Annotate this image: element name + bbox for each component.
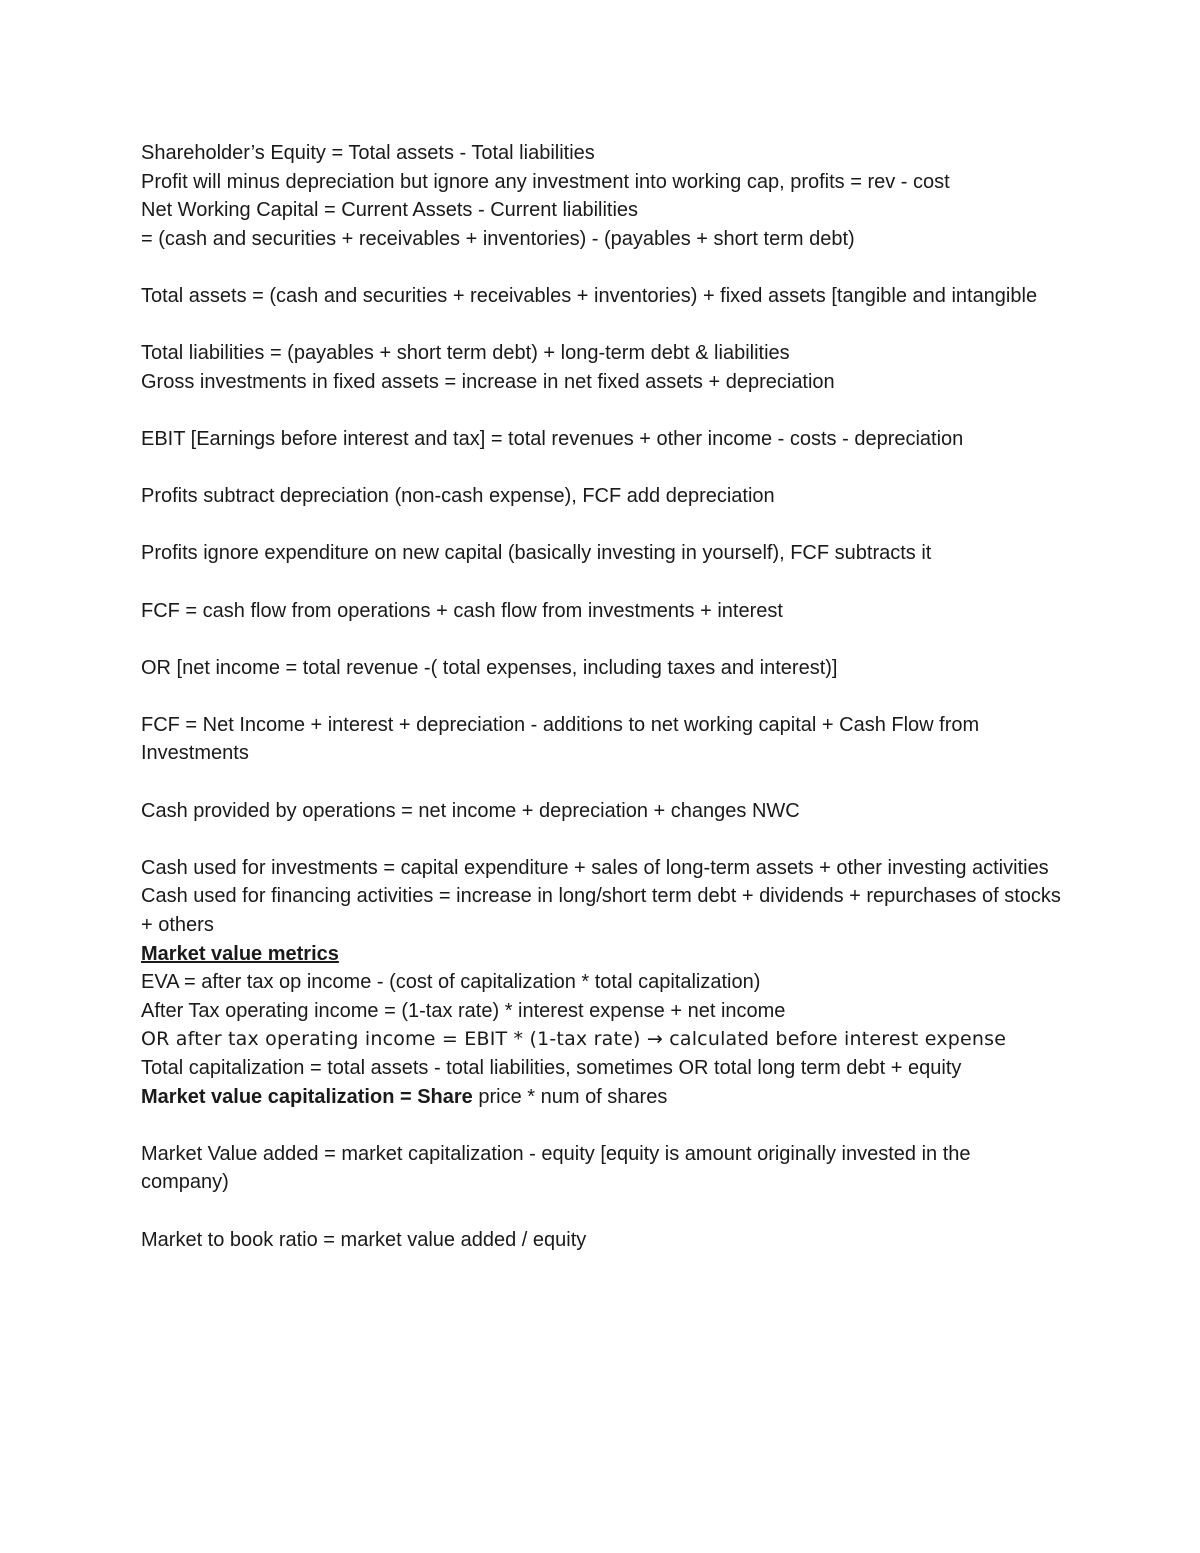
blank-line (141, 682, 1061, 711)
text-line: Profits ignore expenditure on new capital (basically investing in yourself), FCF subtracts it (141, 542, 932, 565)
text-line: Gross investments in fixed assets = increase in net fixed assets + depreciation (141, 370, 835, 393)
bold-term: Market value capitalization = Share (141, 1085, 473, 1108)
text-line: EVA = after tax op income - (cost of capitalization * total capitalization) (141, 971, 761, 994)
blank-line (141, 568, 1061, 597)
text-line: Cash provided by operations = net income + depreciation + changes NWC (141, 799, 800, 822)
text-line (141, 1083, 1061, 1112)
text-line: Market to book ratio = market value added / equity (141, 1228, 587, 1251)
text-line: Cash used for financing activities = increase in long/short term debt + dividends + repurchases of stocks + others (141, 885, 1061, 937)
text-line: OR [net income = total revenue -( total expenses, including taxes and interest)] (141, 656, 838, 679)
blank-line (141, 311, 1061, 340)
text-line: FCF = cash flow from operations + cash flow from investments + interest (141, 599, 783, 622)
section-heading: Market value metrics (141, 942, 339, 965)
text-line: Net Working Capital = Current Assets - Current liabilities (141, 199, 639, 222)
blank-line (141, 1197, 1061, 1226)
text-line: Cash used for investments = capital expenditure + sales of long-term assets + other investing activities (141, 856, 1049, 879)
blank-line (141, 625, 1061, 654)
blank-line (141, 454, 1061, 483)
text-line: Total capitalization = total assets - total liabilities, sometimes OR total long term debt + equity (141, 1057, 962, 1079)
text-line: Total assets = (cash and securities + receivables + inventories) + fixed assets [tangible and intangible (141, 284, 1038, 307)
blank-line (141, 1111, 1061, 1140)
text-line: Profit will minus depreciation but ignore any investment into working cap, profits = rev - cost (141, 170, 950, 193)
blank-line (141, 396, 1061, 425)
text-line: Market Value added = market capitalization - equity [equity is amount originally invested in the company) (141, 1142, 971, 1194)
text-fragment: price * num of shares (472, 1085, 668, 1108)
text-line: After Tax operating income = (1-tax rate) * interest expense + net income (141, 999, 786, 1022)
text-line: = (cash and securities + receivables + inventories) - (payables + short term debt) (141, 227, 855, 250)
text-line: OR after tax operating income = EBIT * (1-tax rate) → calculated before interest expense (141, 1028, 1007, 1051)
text-line: Total liabilities = (payables + short term debt) + long-term debt & liabilities (141, 342, 790, 365)
blank-line (141, 768, 1061, 797)
blank-line (141, 253, 1061, 282)
text-line: Profits subtract depreciation (non-cash expense), FCF add depreciation (141, 485, 775, 508)
text-line: EBIT [Earnings before interest and tax] = total revenues + other income - costs - depreciation (141, 427, 964, 450)
text-line: Shareholder’s Equity = Total assets - Total liabilities (141, 142, 595, 164)
notes-body (141, 139, 1061, 1254)
blank-line (141, 511, 1061, 540)
text-line: FCF = Net Income + interest + depreciation - additions to net working capital + Cash Flow from Investments (141, 713, 980, 765)
blank-line (141, 825, 1061, 854)
